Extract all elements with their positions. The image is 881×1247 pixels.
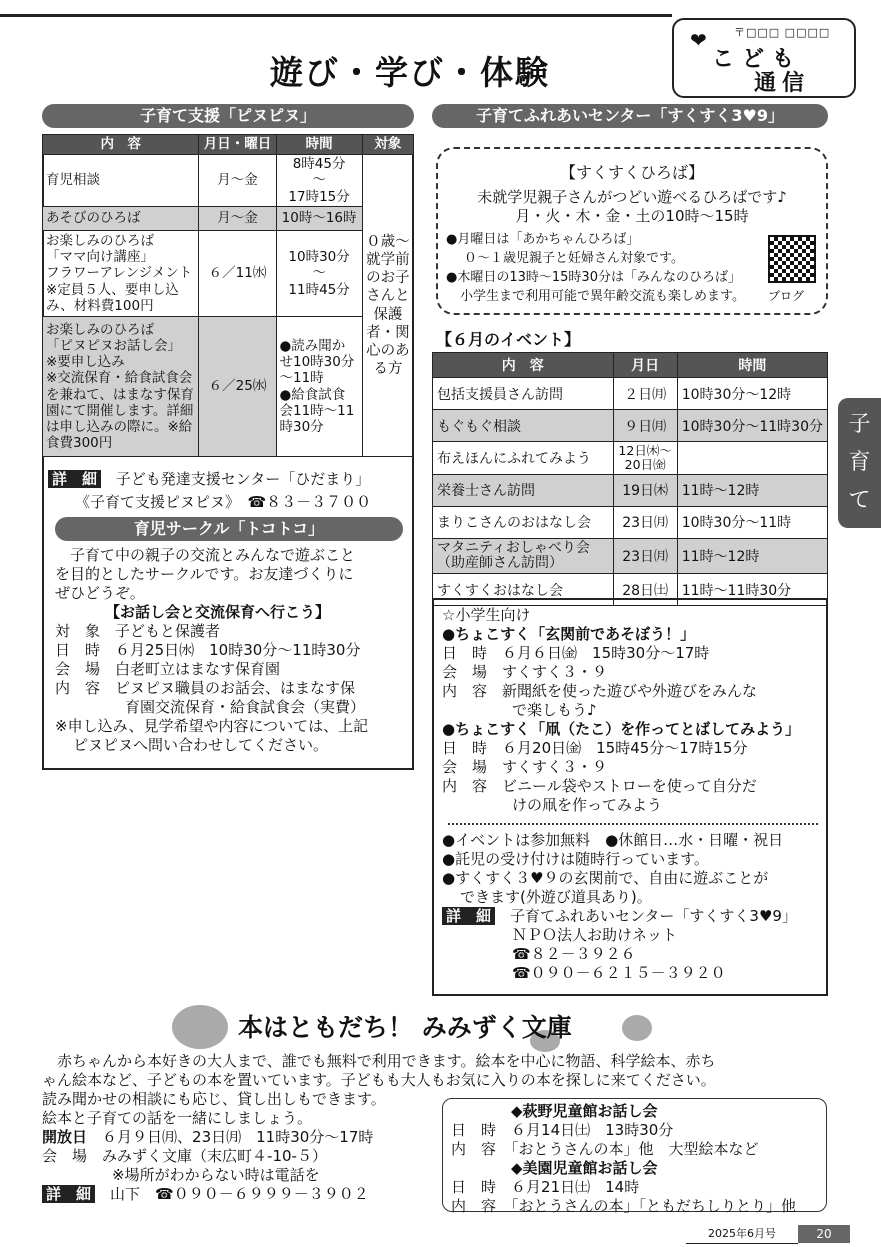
events-title: 【６月のイベント】 [436, 330, 581, 349]
library-intro: 赤ちゃんから本好きの大人まで、誰でも無料で利用できます。絵本を中心に物語、科学絵本、赤ち ゃん絵本など、子どもの本を置いています。子どもも大人もお気に入りの本を探しに来てください。 読み聞かせの相談にも応じ、貸し出しもできます。 絵本と子育ての話を一緒にしましょう。 開放日 ６月９日㈪、23日㈪ 11時30分～17時 会 場 みみずく文庫（末広町４-10-５） ※場所がわからない時は電話を 詳 細 山下 ☎０９０－６９９９－３９０２ [42, 1052, 716, 1203]
library-title: 本はともだち！ みみずく文庫 [238, 1013, 572, 1042]
table-row: お楽しみのひろば 「ピヌピヌお話し会」 ※要申し込み ※交流保育・給食試食会を兼ねて、はまなす保育園にて開催します。詳細は申し込みの際に。※給食費300円 ６／25㈬ ●読み聞かせ10時30分～11時 ●給食試食会11時～11時30分 [43, 317, 414, 457]
flower-face-icon [172, 1005, 228, 1049]
col-date: 月日・曜日 [199, 135, 276, 155]
elementary-content: ☆小学生向け ●ちょこすく「玄関前であそぼう！」 日 時 ６月６日㈮ 15時30分～17時 会 場 すくすく３・９ 内 容 新聞紙を使った遊びや外遊びをみんな で楽しもう♪ ●ちょこすく「凧（たこ）を作ってとばしてみよう」 日 時 ６月20日㈮ 15時45分～17時15分 会 場 すくすく３・９ 内 容 ビニール袋やストローを使って自分だ けの凧を作ってみよう ●イベントは参加無料 ●休館日…水・日曜・祝日 ●託児の受け付けは随時行っています。 ●すくすく３♥９の玄関前で、自由に遊ぶことが できます(外遊び道具あり)。 詳 細 子育てふれあいセンター「すくすく3♥9」 ＮＰＯ法人お助けネット ☎８２－３９２６ ☎０９０－６２１５－３９２０ [442, 606, 824, 983]
target-cell: ０歳～就学前のお子さんと保護者・関心のある方 [362, 155, 413, 457]
table-row: お楽しみのひろば 「ママ向け講座」 フラワーアレンジメント ※定員５人、要申し込み、材料費100円 ６／11㈬ 10時30分 ～ 11時45分 [43, 231, 414, 317]
pinupinu-table [42, 134, 414, 457]
col-time: 時間 [276, 135, 362, 155]
table-row: 布えほんにふれてみよう 12日㈭～ 20日㈮ [433, 442, 828, 475]
col-content: 内 容 [43, 135, 199, 155]
events-table: 内 容 月日 時間 包括支援員さん訪問 ２日㈪ 10時30分～12時 もぐもぐ相談 ９日㈪ 10時30分～11時30分 布えほんにふれてみよう 12日㈭～ 20日㈮ 栄養士さん訪問 19日㈭ 11時～12時 まりこさんのおはなし会 23日㈪ 10時30分～11時 マタニティおしゃべり会 （助産師さん訪問） 23日㈪ 11時～12時 すくすくおはなし会 28日㈯ 11時～11時30分 [432, 352, 828, 606]
badge-line2: 通信 [754, 71, 811, 96]
page-title: 遊び・学び・体験 [270, 53, 550, 92]
table-row: 栄養士さん訪問 19日㈭ 11時～12時 [433, 474, 828, 506]
heart-icon: ❤ [690, 28, 707, 52]
badge-postal: 〒□□□ □□□□ [734, 26, 831, 39]
blog-label: ブログ [768, 289, 805, 303]
pinupinu-detail: 詳 細 子ども発達支援センター「ひだまり」 [48, 470, 370, 489]
flower-icon [622, 1015, 652, 1041]
top-rule [0, 14, 672, 17]
pinupinu-phone: 《子育て支援ピヌピヌ》 ☎８３－３７００ [75, 493, 372, 511]
qr-code-icon[interactable] [768, 235, 816, 283]
table-row: すくすくおはなし会 28日㈯ 11時～11時30分 [433, 574, 828, 606]
tokotoko-header: 育児サークル「トコトコ」 [55, 517, 403, 541]
table-row: まりこさんのおはなし会 23日㈪ 10時30分～11時 [433, 506, 828, 538]
storytime-box: ◆萩野児童館お話し会 日 時 ６月14日㈯ 13時30分 内 容 「おとうさんの本」他 大型絵本など ◆美園児童館お話し会 日 時 ６月21日㈯ 14時 内 容 「おとうさんの本」「ともだちしりとり」他 [442, 1098, 827, 1212]
sukusuku-header: 子育てふれあいセンター「すくすく3♥9」 [432, 104, 828, 128]
table-row: もぐもぐ相談 ９日㈪ 10時30分～11時30分 [433, 410, 828, 442]
category-tab: 子 育 て [838, 398, 881, 528]
hiroba-box: 【すくすくひろば】 未就学児親子さんがつどい遊べるひろばです♪ 月・火・木・金・土の10時～15時 ●月曜日は「あかちゃんひろば」 ０～１歳児親子と妊婦さん対象です。 ●木曜日の13時～15時30分は「みんなのひろば」 小学生まで利用可能で異年齢交流も楽しめます。 ブログ [436, 147, 828, 315]
page-number: 20 [798, 1225, 850, 1243]
issue-label: 2025年6月号 [686, 1225, 798, 1244]
badge-line1: こども [712, 47, 803, 72]
table-row: 育児相談 月～金 8時45分 ～ 17時15分 ０歳～就学前のお子さんと保護者・関心のある方 [43, 155, 414, 207]
tokotoko-body: 子育て中の親子の交流とみんなで遊ぶこと を目的としたサークルです。お友達づくりに ぜひどうぞ。 【お話し会と交流保育へ行こう】 対 象 子どもと保護者 日 時 ６月25日㈬ 10時30分～11時30分 会 場 白老町立はまなす保育園 内 容 ピヌピヌ職員のお話会、はまなす保 育園交流保育・給食試食会（実費） ※申し込み、見学希望や内容については、上記 ピヌピヌへ問い合わせしてください。 [55, 546, 369, 754]
newsletter-badge [672, 18, 856, 98]
pinupinu-header: 子育て支援「ピヌピヌ」 [42, 104, 414, 128]
col-target: 対象 [362, 135, 413, 155]
dotted-divider [448, 823, 818, 825]
table-row: 包括支援員さん訪問 ２日㈪ 10時30分～12時 [433, 378, 828, 410]
table-row: あそびのひろば 月～金 10時～16時 [43, 207, 414, 231]
table-row: マタニティおしゃべり会 （助産師さん訪問） 23日㈪ 11時～12時 [433, 538, 828, 574]
